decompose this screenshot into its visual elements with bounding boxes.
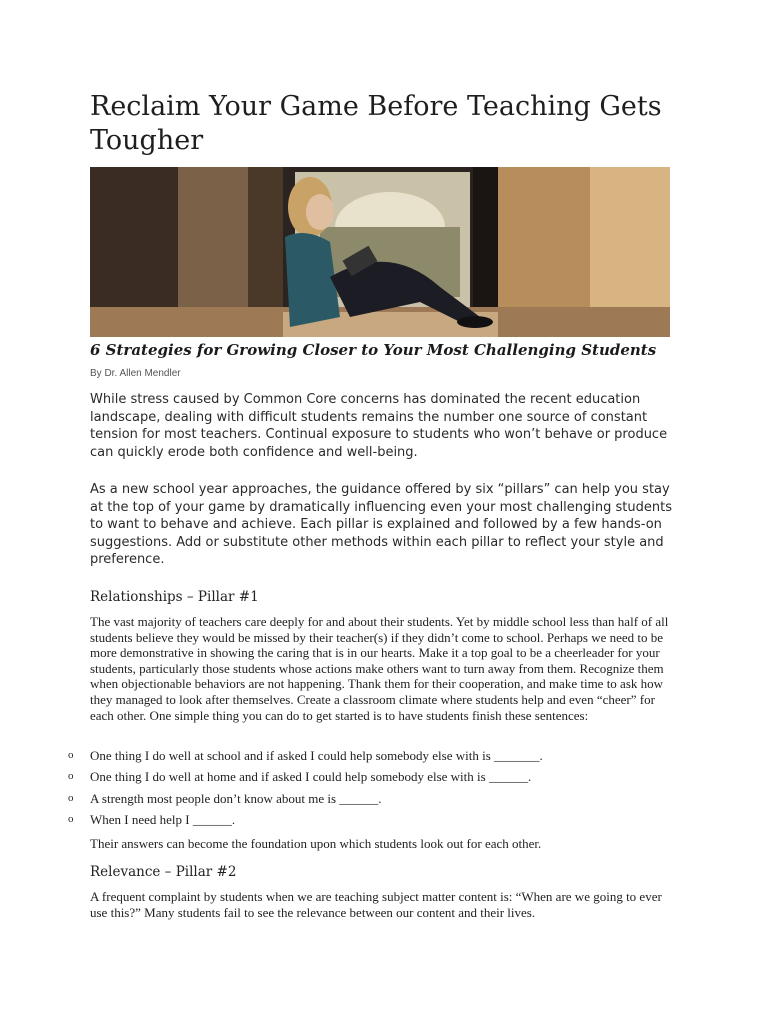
intro-paragraph: As a new school year approaches, the guidance offered by six “pillars” can help you stay at the top of your game by dramatically influencing even your most challenging students to want to behave and achieve. Each pillar is explained and followed by a few hands-on suggestions. Add or substitute other methods within each pillar to reflect your style and preference. bbox=[90, 482, 672, 567]
list-item-text: One thing I do well at home and if asked I could help somebody else with is ______. bbox=[90, 769, 532, 785]
bullet-marker: o bbox=[68, 812, 74, 825]
section-body: A frequent complaint by students when we are teaching subject matter content is: “When are we going to ever use this?” Many students fail to see the relevance between our content and their lives. bbox=[90, 889, 662, 920]
list-item bbox=[68, 812, 543, 833]
section-heading: Relevance – Pillar #2 bbox=[90, 864, 237, 880]
sentence-prompt-list bbox=[68, 748, 543, 833]
article-subtitle: 6 Strategies for Growing Closer to Your Most Challenging Students bbox=[90, 341, 657, 359]
article-title: Reclaim Your Game Before Teaching Gets Tougher bbox=[90, 91, 662, 156]
article-photo bbox=[90, 167, 670, 337]
intro-paragraph: While stress caused by Common Core concerns has dominated the recent education landscape, dealing with difficult students remains the number one source of constant tension for most teachers. Continual exposure to students who won’t behave or produce can quickly erode both confidence and well-being. bbox=[90, 392, 668, 460]
list-item bbox=[68, 791, 543, 812]
section-heading: Relationships – Pillar #1 bbox=[90, 589, 259, 605]
section-body: The vast majority of teachers care deeply for and about their students. Yet by middle school less than half of all students believe they would be missed by their teacher(s) if they didn’t come to school. Perhaps we need to be more demonstrative in showing the caring that is in our hearts. Make it a top goal to be a cheerleader for your students, particularly those students whose actions make others want to turn away from them. Recognize them when objectionable behaviors are not happening. Thank them for their cooperation, and make time to ask how they managed to look after themselves. Create a classroom climate where students help and even “cheer” for each other. One simple thing you can do to get started is to have students finish these sentences: bbox=[90, 614, 669, 723]
list-item-text: One thing I do well at school and if asked I could help somebody else with is _______. bbox=[90, 748, 543, 763]
list-item-text: A strength most people don’t know about me is ______. bbox=[90, 790, 382, 806]
list-item-text: When I need help I ______. bbox=[90, 811, 236, 827]
section-body: Their answers can become the foundation upon which students look out for each other. bbox=[90, 836, 542, 851]
list-item bbox=[68, 748, 543, 769]
byline: By Dr. Allen Mendler bbox=[90, 368, 181, 379]
list-item bbox=[68, 769, 543, 790]
bullet-marker: o bbox=[68, 749, 74, 761]
bullet-marker: o bbox=[68, 791, 74, 804]
bullet-marker: o bbox=[68, 770, 74, 783]
